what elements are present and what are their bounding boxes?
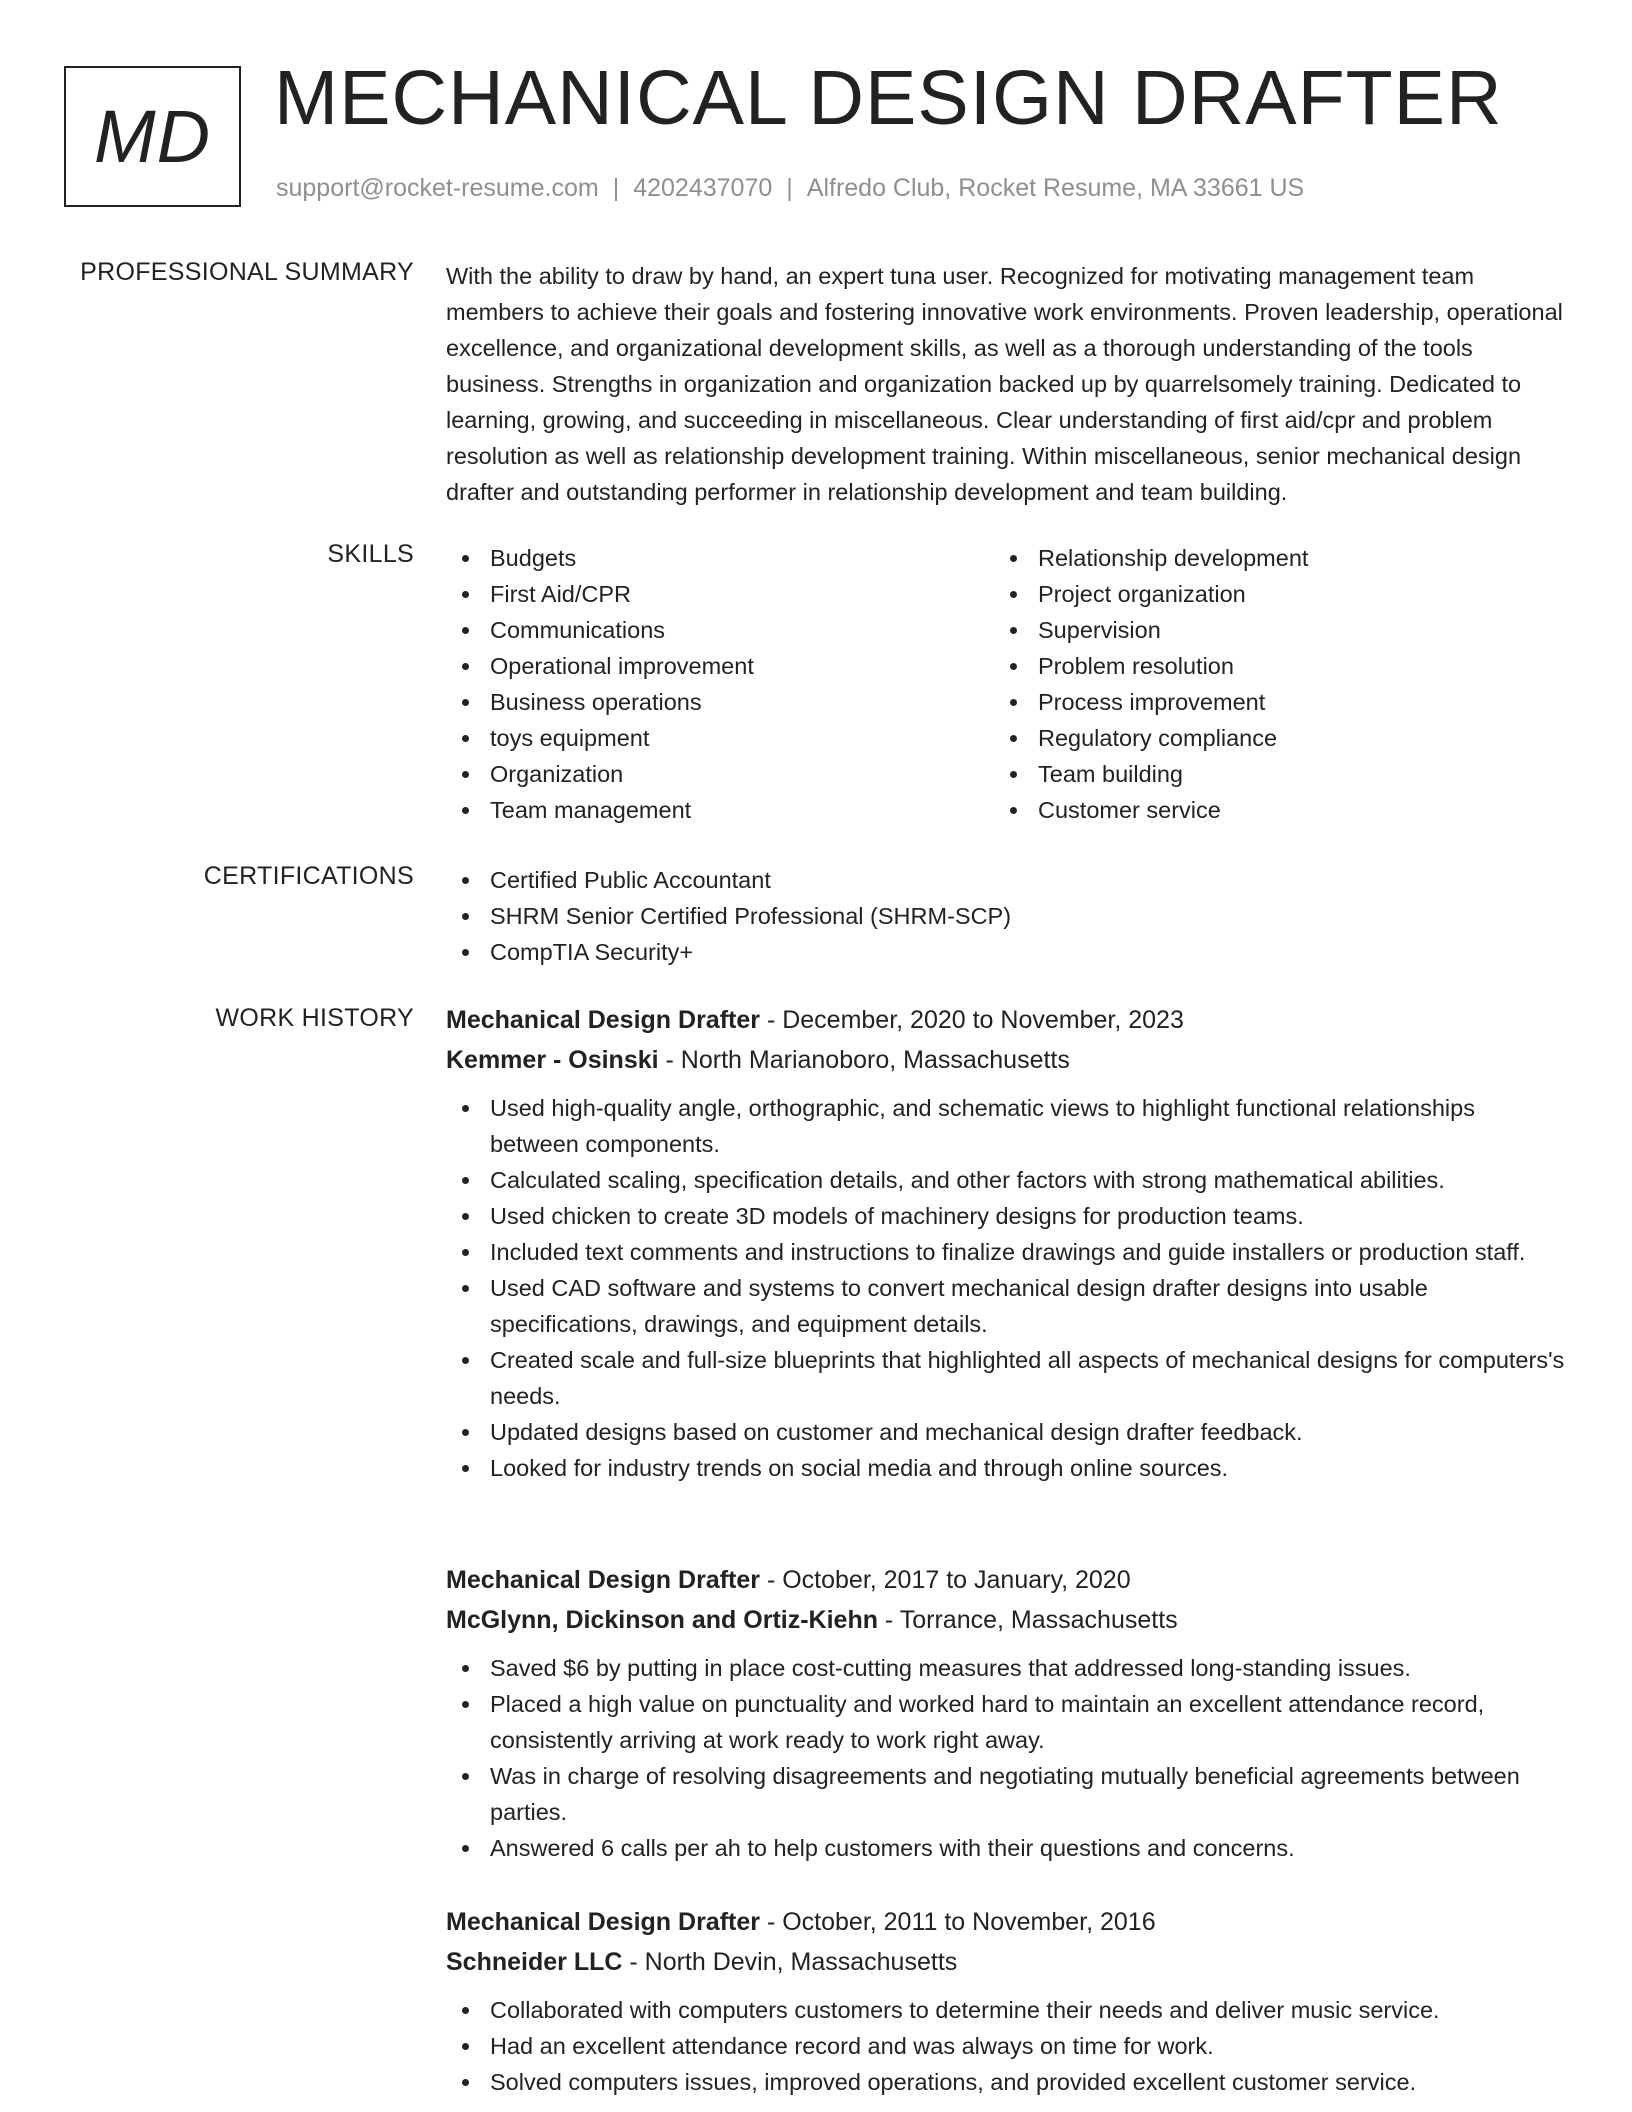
job-entry [446, 1902, 1566, 2100]
job-bullet: Was in charge of resolving disagreements and negotiating mutually beneficial agreements between parties. [446, 1758, 1566, 1830]
job-bullet: Had an excellent attendance record and was always on time for work. [446, 2028, 1566, 2064]
certifications-list [446, 862, 1566, 970]
job-bullet: Placed a high value on punctuality and worked hard to maintain an excellent attendance record, consistently arriving at work ready to work right away. [446, 1686, 1566, 1758]
certifications-heading: CERTIFICATIONS [203, 862, 414, 890]
job-company-line [446, 1040, 1566, 1080]
job-bullet: Saved $6 by putting in place cost-cutting measures that addressed long-standing issues. [446, 1650, 1566, 1686]
job-bullet-list [446, 1650, 1566, 1866]
skill-item: Customer service [994, 792, 1542, 828]
job-company: McGlynn, Dickinson and Ortiz-Kiehn [446, 1606, 878, 1634]
job-bullet: Used CAD software and systems to convert mechanical design drafter designs into usable specifications, drawings, and equipment details. [446, 1270, 1566, 1342]
job-bullet: Used high-quality angle, orthographic, and schematic views to highlight functional relationships between components. [446, 1090, 1566, 1162]
contact-phone: 4202437070 [633, 174, 773, 202]
job-dates: - October, 2011 to November, 2016 [760, 1908, 1156, 1936]
skill-item: Team building [994, 756, 1542, 792]
resume-title: MECHANICAL DESIGN DRAFTER [274, 55, 1503, 141]
skill-item: Team management [446, 792, 994, 828]
job-bullet-list [446, 1090, 1566, 1486]
job-dates: - December, 2020 to November, 2023 [760, 1006, 1184, 1034]
certification-item: CompTIA Security+ [446, 934, 1566, 970]
job-bullet: Updated designs based on customer and mechanical design drafter feedback. [446, 1414, 1566, 1450]
contact-address: Alfredo Club, Rocket Resume, MA 33661 US [806, 174, 1305, 202]
skill-item: Problem resolution [994, 648, 1542, 684]
job-dates: - October, 2017 to January, 2020 [760, 1566, 1131, 1594]
skill-item: toys equipment [446, 720, 994, 756]
skill-item: Relationship development [994, 540, 1542, 576]
job-bullet: Collaborated with computers customers to determine their needs and deliver music service. [446, 1992, 1566, 2028]
job-role: Mechanical Design Drafter [446, 1566, 760, 1594]
job-company-line [446, 1600, 1566, 1640]
job-location: - North Devin, Massachusetts [622, 1948, 958, 1976]
job-bullet: Solved computers issues, improved operations, and provided excellent customer service. [446, 2064, 1566, 2100]
job-company: Kemmer - Osinski [446, 1046, 659, 1074]
job-role: Mechanical Design Drafter [446, 1006, 760, 1034]
job-bullet: Calculated scaling, specification details, and other factors with strong mathematical abilities. [446, 1162, 1566, 1198]
work-history-heading: WORK HISTORY [215, 1004, 414, 1032]
contact-separator: | [786, 174, 793, 202]
skills-heading: SKILLS [327, 540, 414, 568]
skills-list-left [446, 540, 994, 828]
summary-heading: PROFESSIONAL SUMMARY [80, 258, 414, 286]
job-title-line [446, 1560, 1566, 1600]
contact-line [276, 174, 1304, 203]
skill-item: Operational improvement [446, 648, 994, 684]
skill-item: Business operations [446, 684, 994, 720]
job-bullet-list [446, 1992, 1566, 2100]
contact-email: support@rocket-resume.com [276, 174, 599, 202]
certification-item: SHRM Senior Certified Professional (SHRM-SCP) [446, 898, 1566, 934]
job-bullet: Created scale and full-size blueprints that highlighted all aspects of mechanical designs for computers's needs. [446, 1342, 1566, 1414]
monogram-box [64, 66, 241, 207]
job-company: Schneider LLC [446, 1948, 623, 1976]
job-bullet: Looked for industry trends on social media and through online sources. [446, 1450, 1566, 1486]
contact-separator: | [612, 174, 620, 202]
skill-item: Regulatory compliance [994, 720, 1542, 756]
job-company-line [446, 1942, 1566, 1982]
job-title-line [446, 1902, 1566, 1942]
job-bullet: Answered 6 calls per ah to help customers with their questions and concerns. [446, 1830, 1566, 1866]
job-role: Mechanical Design Drafter [446, 1908, 760, 1936]
skill-item: Project organization [994, 576, 1542, 612]
skill-item: First Aid/CPR [446, 576, 994, 612]
skills-body [446, 540, 1566, 828]
job-location: - Torrance, Massachusetts [877, 1606, 1178, 1634]
monogram-initials: MD [93, 95, 212, 178]
skill-item: Organization [446, 756, 994, 792]
skill-item: Budgets [446, 540, 994, 576]
skill-item: Process improvement [994, 684, 1542, 720]
job-entry [446, 1000, 1566, 1486]
skills-list-right [994, 540, 1542, 828]
summary-text: With the ability to draw by hand, an expert tuna user. Recognized for motivating management team members to achieve their goals and fostering innovative work environments. Proven leadership, operational excellence, and organizational development skills, as well as a thorough understanding of the tools business. Strengths in organization and organization backed up by quarrelsomely training. Dedicated to learning, growing, and succeeding in miscellaneous. Clear understanding of first aid/cpr and problem resolution as well as relationship development training. Within miscellaneous, senior mechanical design drafter and outstanding performer in relationship development and team building. [446, 263, 1563, 505]
skill-item: Communications [446, 612, 994, 648]
certification-item: Certified Public Accountant [446, 862, 1566, 898]
summary-body [446, 258, 1566, 510]
job-location: - North Marianoboro, Massachusetts [658, 1046, 1070, 1074]
certifications-body [446, 862, 1566, 970]
job-bullet: Included text comments and instructions to finalize drawings and guide installers or production staff. [446, 1234, 1566, 1270]
job-title-line [446, 1000, 1566, 1040]
skill-item: Supervision [994, 612, 1542, 648]
job-entry [446, 1560, 1566, 1866]
job-bullet: Used chicken to create 3D models of machinery designs for production teams. [446, 1198, 1566, 1234]
